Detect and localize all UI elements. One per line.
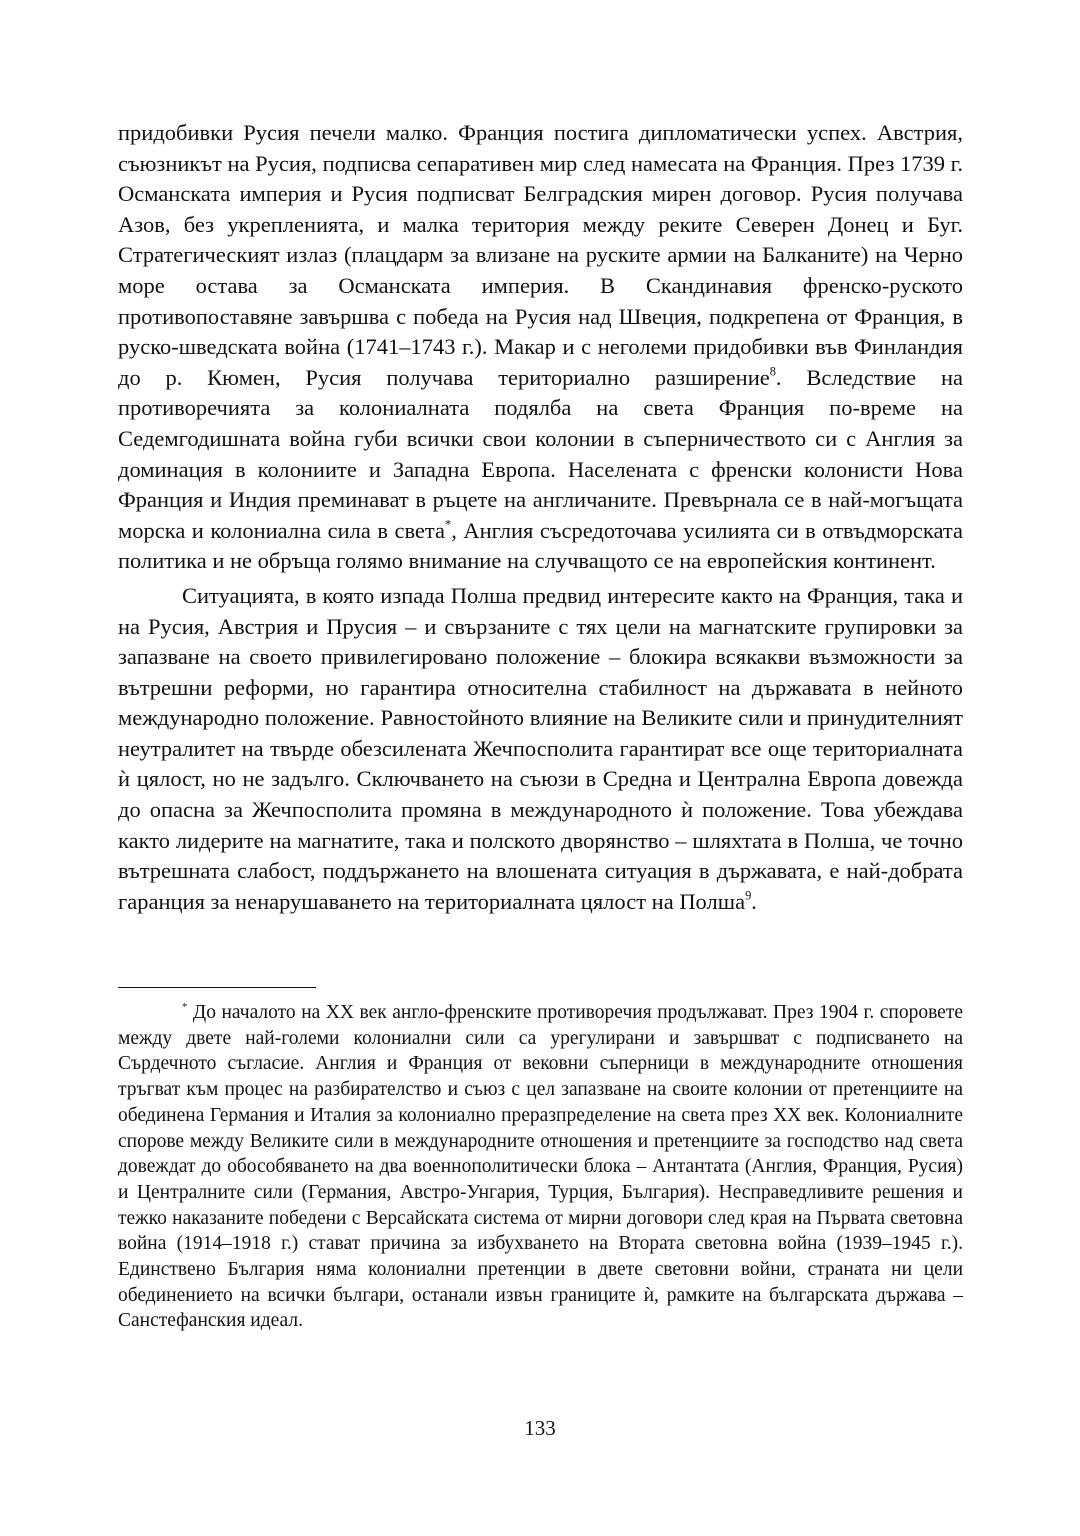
paragraph-2-text-b: . — [751, 888, 757, 914]
footnote-text: До началото на XX век англо-френските противоречия продължават. През 1904 г. споровете между двете най-големи колониални сили са урегулирани и завършват с подписването на Сърдечното съгласие. Англия и Франция от вековни съперници в международните отношения тръгват към процес на разбирателство и съюз с цел запазване на своите колонии от претенциите на обединена Германия и Италия за колониално преразпределение на света през XX век. Колониалните спорове между Великите сили в международните отношения и претенциите за господство над света довеждат до обособяването на два военнополитически блока – Антантата (Англия, Франция, Русия) и Централните сили (Германия, Австро-Унгария, Турция, България). Несправедливите решения и тежко наказаните победени с Версайската система от мирни договори след края на Първата световна война (1914–1918 г.) стават причина за избухването на Втората световна война (1939–1945 г.). Единствено България няма колониални претенции в двете световни войни, страната ни цели обединението на всички българи, останали извън границите ѝ, рамките на българската държава – Санстефанския идеал. — [118, 1002, 963, 1332]
footnote-ref-asterisk: * — [445, 517, 452, 532]
paragraph-2 — [118, 581, 963, 918]
footnote-ref-8: 8 — [769, 364, 776, 379]
paragraph-1-text-a: придобивки Русия печели малко. Франция постига дипломатически успех. Австрия, съюзникът на Русия, подписва сепаративен мир след намесата на Франция. През 1739 г. Османската империя и Русия подписват Белградския мирен договор. Русия получава Азов, без укрепленията, и малка територия между реките Северен Донец и Буг. Стратегическият излаз (плацдарм за влизане на руските армии на Балканите) на Черно море остава за Османската империя. В Скандинавия френско-руското противопоставяне завършва с победа на Русия над Швеция, подкрепена от Франция, в руско-шведската война (1741–1743 г.). Макар и с неголеми придобивки във Финландия до р. Кюмен, Русия получава териториално разширение — [118, 120, 963, 390]
main-text — [118, 118, 963, 917]
footnote-marker: * — [182, 1000, 188, 1013]
paragraph-2-text-a: Ситуацията, в която изпада Полша предвид интересите както на Франция, така и на Русия, Австрия и Прусия – и свързаните с тях цели на магнатските групировки за запазване на своето привилегировано положение – блокира всякакви възможности за вътрешни реформи, но гарантира относителна стабилност на държавата в нейното международно положение. Равностойното влияние на Великите сили и принудителният неутралитет на твърде обезсилената Жечпосполита гарантират все още териториалната ѝ цялост, но не задълго. Сключването на съюзи в Средна и Централна Европа довежда до опасна за Жечпосполита промяна в международното ѝ положение. Това убеждава както лидерите на магнатите, така и полското дворянство – шляхтата в Полша, че точно вътрешната слабост, поддържането на влошената ситуация в държавата, е най-добрата гаранция за ненарушаването на териториалната цялост на Полша — [118, 582, 963, 914]
footnote — [118, 1000, 963, 1334]
paragraph-1-text-b: . Вследствие на противоречията за колониалната подялба на света Франция по-време на Седемгодишната война губи всички свои колонии в съперничеството си с Англия за доминация в колониите и Западна Европа. Населената с френски колонисти Нова Франция и Индия преминават в ръцете на англичаните. Превърнала се в най-могъщата морска и колониална сила в света — [118, 364, 963, 543]
paragraph-1 — [118, 118, 963, 577]
page-number: 133 — [524, 1416, 556, 1440]
footnote-ref-9: 9 — [745, 888, 752, 903]
footnote-separator — [118, 987, 316, 988]
paragraph-1-text-c: , Англия съсредоточава усилията си в отвъдморската политика и не обръща голямо внимание на случващото се на европейския континент. — [118, 517, 964, 574]
